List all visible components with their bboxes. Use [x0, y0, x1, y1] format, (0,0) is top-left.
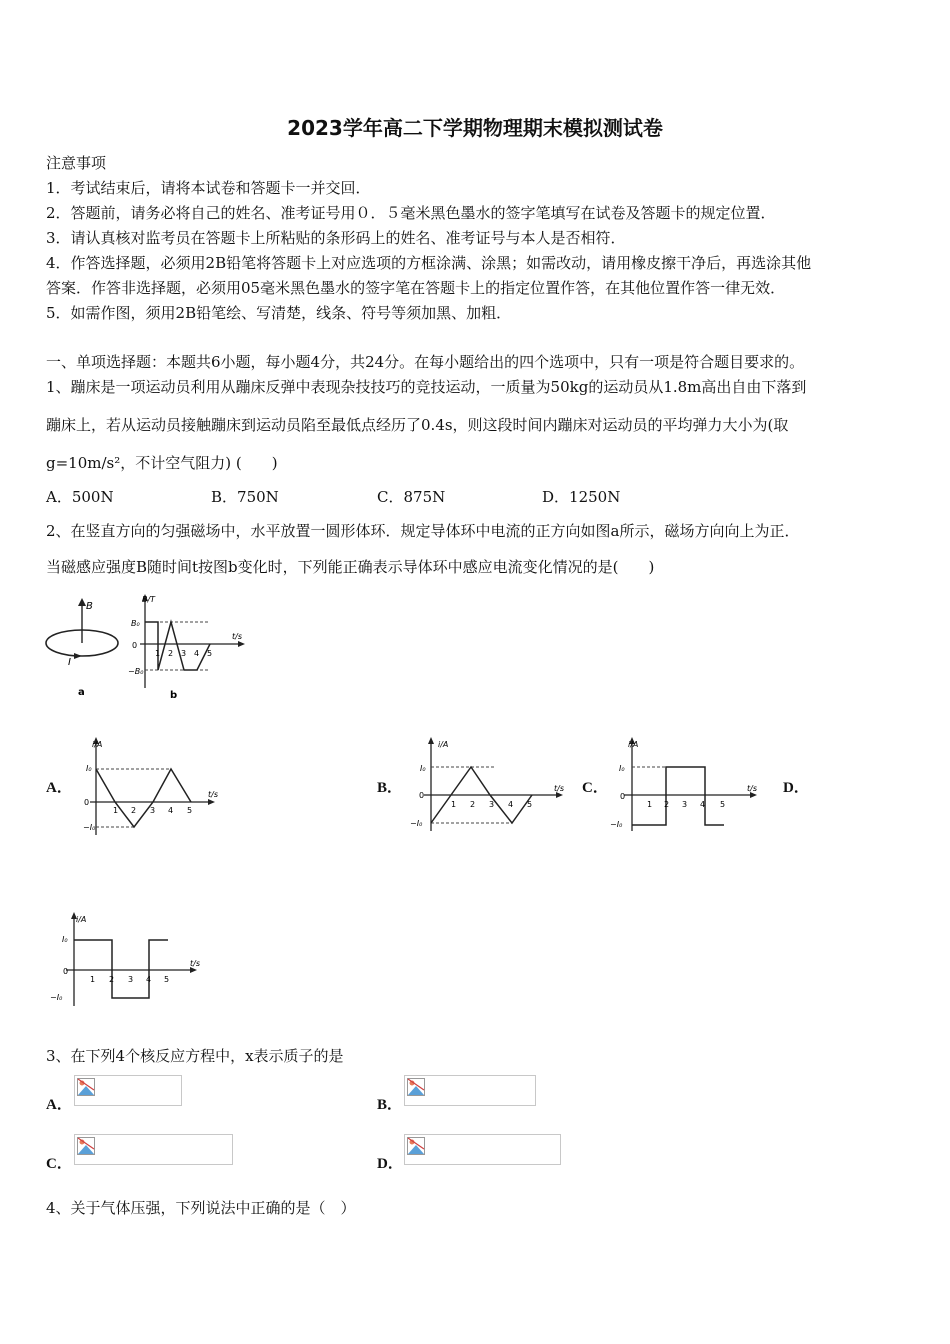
- svg-text:t/s: t/s: [747, 784, 757, 793]
- q3-option-c-label: C．: [46, 1156, 72, 1172]
- svg-text:3: 3: [150, 806, 156, 815]
- svg-text:−I₀: −I₀: [610, 820, 623, 829]
- q3-option-b-image: [404, 1075, 536, 1106]
- svg-text:2: 2: [470, 800, 476, 809]
- broken-image-icon: [77, 1137, 95, 1155]
- q4-text: 4、关于气体压强，下列说法中正确的是（ ）: [46, 1199, 356, 1217]
- broken-image-icon: [407, 1137, 425, 1155]
- svg-text:2: 2: [664, 800, 670, 809]
- q2-line2: 当磁感应强度B随时间t按图b变化时，下列能正确表示导体环中感应电流变化情况的是( ): [46, 558, 655, 576]
- notice-item: 1．考试结束后，请将本试卷和答题卡一并交回．: [46, 179, 371, 197]
- svg-text:i/A: i/A: [76, 915, 87, 924]
- svg-text:−B₀: −B₀: [128, 667, 144, 676]
- svg-text:2: 2: [168, 649, 174, 658]
- page-title: 2023学年高二下学期物理期末模拟测试卷: [287, 116, 663, 140]
- svg-text:0: 0: [419, 791, 425, 800]
- svg-text:i/A: i/A: [628, 740, 639, 749]
- current-arrow: [74, 653, 82, 659]
- svg-text:0: 0: [132, 641, 138, 650]
- svg-text:B/T: B/T: [142, 595, 156, 604]
- q3-option-d-label: D．: [377, 1156, 403, 1172]
- svg-text:0: 0: [63, 967, 69, 976]
- fig-b-label: b: [170, 690, 178, 701]
- svg-text:I₀: I₀: [420, 764, 426, 773]
- svg-text:2: 2: [131, 806, 137, 815]
- svg-text:3: 3: [489, 800, 495, 809]
- svg-text:5: 5: [720, 800, 726, 809]
- notice-item: 答案．作答非选择题，必须用05毫米黑色墨水的签字笔在答题卡上的指定位置作答，在其他位置作答一律无效．: [46, 279, 786, 297]
- q1-line2: 蹦床上，若从运动员接触蹦床到运动员陷至最低点经历了0.4s，则这段时间内蹦床对运动员的平均弹力大小为(取: [46, 416, 789, 434]
- q3-text: 3、在下列4个核反应方程中，x表示质子的是: [46, 1047, 344, 1065]
- ring-b-label: B: [86, 601, 93, 612]
- svg-text:3: 3: [181, 649, 187, 658]
- svg-text:5: 5: [527, 800, 533, 809]
- ring-i-label: I: [68, 657, 71, 668]
- figure-a-ring: [40, 595, 130, 705]
- svg-text:2: 2: [109, 975, 115, 984]
- svg-text:B₀: B₀: [131, 619, 140, 628]
- q1-line3: g=10m/s²，不计空气阻力) ( ): [46, 454, 278, 472]
- q2-line1: 2、在竖直方向的匀强磁场中，水平放置一圆形体环．规定导体环中电流的正方向如图a所示，磁场方向向上为正．: [46, 522, 800, 540]
- q1-option-c: C．875N: [377, 488, 446, 506]
- svg-text:3: 3: [682, 800, 688, 809]
- svg-text:4: 4: [146, 975, 152, 984]
- notice-item: 5．如需作图，须用2B铅笔绘、写清楚，线条、符号等须加黑、加粗．: [46, 304, 512, 322]
- svg-text:i/A: i/A: [92, 740, 103, 749]
- fig-a-label: a: [78, 687, 85, 698]
- q1-option-b: B．750N: [211, 488, 279, 506]
- svg-text:4: 4: [194, 649, 200, 658]
- section-heading: 一、单项选择题：本题共6小题，每小题4分，共24分。在每小题给出的四个选项中，只有一项是符合题目要求的。: [46, 353, 805, 371]
- svg-text:1: 1: [113, 806, 119, 815]
- svg-text:t/s: t/s: [208, 790, 218, 799]
- svg-text:1: 1: [90, 975, 96, 984]
- svg-text:−I₀: −I₀: [410, 819, 423, 828]
- svg-text:4: 4: [168, 806, 174, 815]
- q3-option-c-image: [74, 1134, 233, 1165]
- b-arrow-head: [78, 598, 86, 606]
- q2-graph-b: [408, 735, 568, 835]
- svg-text:i/A: i/A: [438, 740, 449, 749]
- svg-text:4: 4: [700, 800, 706, 809]
- svg-text:3: 3: [128, 975, 134, 984]
- notice-item: 3．请认真核对监考员在答题卡上所粘贴的条形码上的姓名、准考证号与本人是否相符．: [46, 229, 626, 247]
- b-waveform: [145, 622, 213, 670]
- q2-graph-c: [610, 735, 770, 835]
- svg-text:I₀: I₀: [86, 764, 92, 773]
- svg-text:I₀: I₀: [62, 935, 68, 944]
- svg-text:−I₀: −I₀: [50, 993, 63, 1002]
- svg-text:−I₀: −I₀: [83, 823, 96, 832]
- svg-text:4: 4: [508, 800, 514, 809]
- svg-text:I₀: I₀: [619, 764, 625, 773]
- notice-item: 2．答题前，请务必将自己的姓名、准考证号用０．５毫米黑色墨水的签字笔填写在试卷及答题卡的规定位置．: [46, 204, 776, 222]
- svg-text:5: 5: [164, 975, 170, 984]
- q2-option-b-label: B．: [377, 780, 403, 796]
- figure-b-graph: [128, 592, 248, 704]
- svg-text:0: 0: [84, 798, 90, 807]
- q3-option-a-image: [74, 1075, 182, 1106]
- q1-option-a: A．500N: [46, 488, 114, 506]
- notice-item: 4．作答选择题，必须用2B铅笔将答题卡上对应选项的方框涂满、涂黑；如需改动，请用橡皮擦干净后，再选涂其他: [46, 254, 812, 272]
- svg-text:t/s: t/s: [190, 959, 200, 968]
- svg-text:1: 1: [451, 800, 457, 809]
- q3-option-b-label: B．: [377, 1097, 403, 1113]
- q2-graph-d: [50, 910, 210, 1010]
- svg-text:5: 5: [187, 806, 193, 815]
- svg-text:0: 0: [620, 792, 626, 801]
- q3-option-a-label: A．: [46, 1097, 72, 1113]
- q2-graph-a: [78, 735, 228, 840]
- svg-text:5: 5: [207, 649, 213, 658]
- broken-image-icon: [77, 1078, 95, 1096]
- q1-line1: 1、蹦床是一项运动员利用从蹦床反弹中表现杂技技巧的竞技运动，一质量为50kg的运动员从1.8m高出自由下落到: [46, 378, 807, 396]
- svg-text:1: 1: [155, 649, 161, 658]
- q2-option-a-label: A．: [46, 780, 72, 796]
- q1-option-d: D．1250N: [542, 488, 621, 506]
- svg-text:1: 1: [647, 800, 653, 809]
- notice-heading: 注意事项: [46, 154, 107, 172]
- broken-image-icon: [407, 1078, 425, 1096]
- q3-option-d-image: [404, 1134, 561, 1165]
- q2-option-c-label: C．: [582, 780, 608, 796]
- svg-text:t/s: t/s: [554, 784, 564, 793]
- q2-option-d-label: D．: [783, 780, 809, 796]
- svg-text:t/s: t/s: [232, 632, 242, 641]
